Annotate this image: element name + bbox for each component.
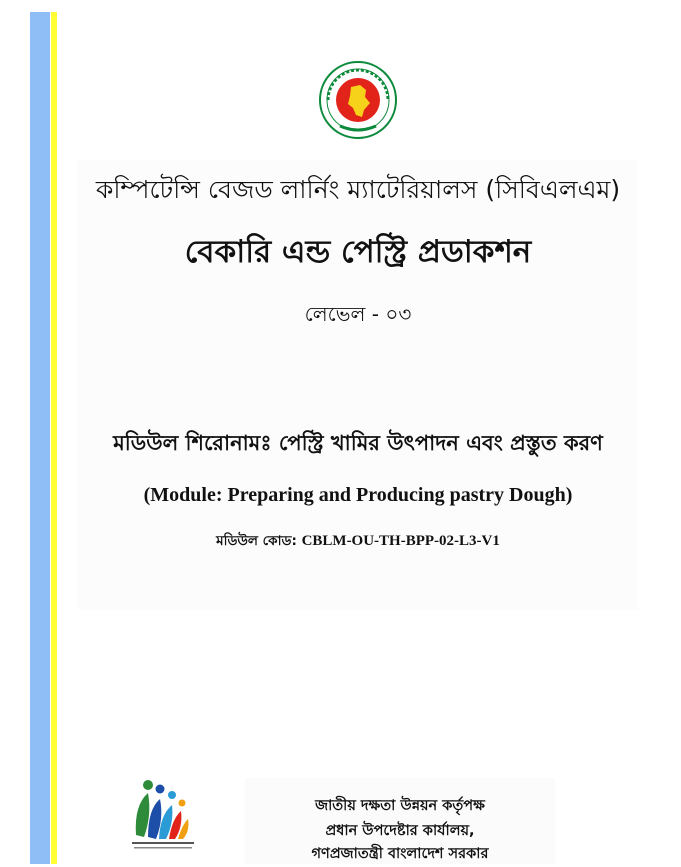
occupation-title: বেকারি এন্ড পেস্ট্রি প্রডাকশন	[184, 234, 532, 270]
left-blue-bar	[30, 12, 50, 864]
module-code	[78, 530, 638, 553]
level-label: লেভেল - ০৩	[304, 302, 412, 326]
footer-government: গণপ্রজাতন্ত্রী বাংলাদেশ সরকার	[311, 846, 489, 862]
module-code-value: CBLM-OU-TH-BPP-02-L3-V1	[301, 533, 500, 549]
footer-office: প্রধান উপদেষ্টার কার্যালয়,	[325, 823, 475, 839]
module-code-label: মডিউল কোড:	[216, 533, 297, 549]
module-title-english: (Module: Preparing and Producing pastry Dough)	[143, 484, 573, 506]
government-seal-icon	[318, 60, 398, 140]
footer-authority: জাতীয় দক্ষতা উন্নয়ন কর্তৃপক্ষ	[315, 798, 485, 814]
module-title-bangla: মডিউল শিরোনামঃ পেস্ট্রি খামির উৎপাদন এবং প্রস্তুত করণ	[113, 431, 603, 455]
left-yellow-bar	[51, 12, 57, 864]
cblm-subtitle: কম্পিটেন্সি বেজড লার্নিং ম্যাটেরিয়ালস (সিবিএলএম)	[95, 175, 621, 204]
nsda-logo-icon	[128, 775, 198, 855]
